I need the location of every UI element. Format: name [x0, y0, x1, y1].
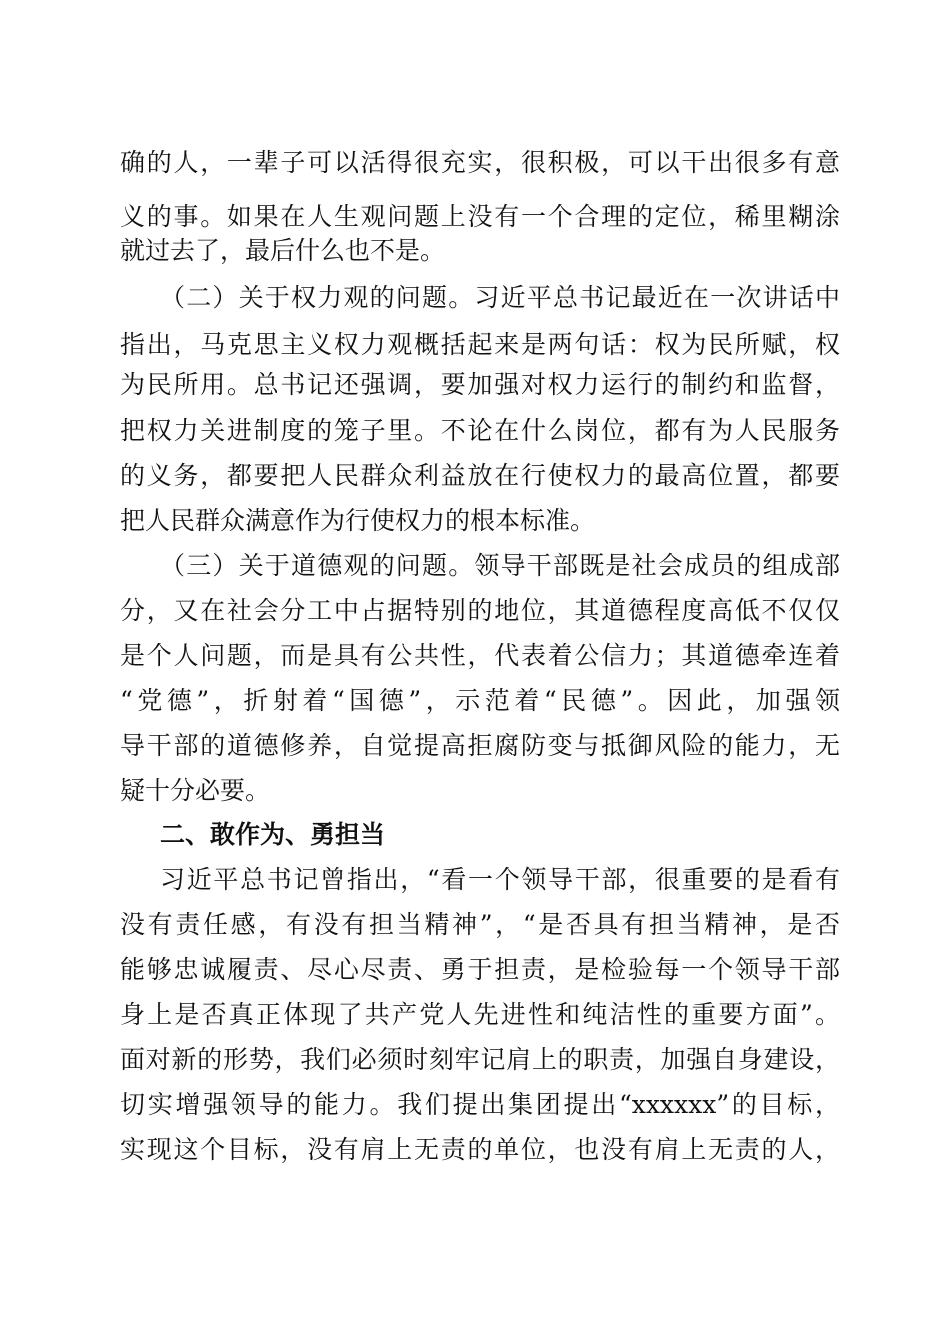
section-heading: 二、敢作为、勇担当 — [160, 820, 386, 849]
paragraph-4-line-1: 习近平总书记曾指出，“看一个领导干部，很重要的是看有 — [160, 865, 840, 894]
paragraph-3-line-4: “党德”，折射着“国德”，示范着“民德”。因此，加强领 — [120, 686, 840, 715]
paragraph-2-line-6: 把人民群众满意作为行使权力的根本标准。 — [120, 506, 596, 535]
paragraph-1-line-2: 义的事。如果在人生观问题上没有一个合理的定位，稀里糊涂 — [120, 202, 840, 231]
paragraph-2-line-5: 的义务，都要把人民群众利益放在行使权力的最高位置，都要 — [120, 461, 840, 490]
paragraph-1-line-1: 确的人，一辈子可以活得很充实，很积极，可以干出很多有意 — [120, 148, 840, 177]
paragraph-4-line-2: 没有责任感，有没有担当精神”，“是否具有担当精神，是否 — [120, 910, 840, 939]
paragraph-3-line-5: 导干部的道德修养，自觉提高拒腐防变与抵御风险的能力，无 — [120, 731, 840, 760]
paragraph-4-line-4: 身上是否真正体现了共产党人先进性和纯洁性的重要方面”。 — [120, 1000, 840, 1029]
paragraph-2-line-3: 为民所用。总书记还强调，要加强对权力运行的制约和监督， — [120, 370, 840, 399]
paragraph-2-line-2: 指出，马克思主义权力观概括起来是两句话：权为民所赋，权 — [120, 330, 840, 359]
paragraph-3-line-2: 分，又在社会分工中占据特别的地位，其道德程度高低不仅仅 — [120, 596, 840, 625]
paragraph-2-line-4: 把权力关进制度的笼子里。不论在什么岗位，都有为人民服务 — [120, 416, 840, 445]
paragraph-4-line-5: 面对新的形势，我们必须时刻牢记肩上的职责，加强自身建设， — [120, 1045, 840, 1074]
paragraph-4-line-7: 实现这个目标，没有肩上无责的单位，也没有肩上无责的人， — [120, 1135, 840, 1164]
paragraph-3-line-1: （三）关于道德观的问题。领导干部既是社会成员的组成部 — [160, 551, 840, 580]
paragraph-4-line-6: 切实增强领导的能力。我们提出集团提出“xxxxxx”的目标， — [120, 1090, 840, 1119]
paragraph-1-line-3: 就过去了，最后什么也不是。 — [120, 236, 446, 265]
paragraph-2-line-1: （二）关于权力观的问题。习近平总书记最近在一次讲话中 — [160, 283, 840, 312]
paragraph-3-line-6: 疑十分必要。 — [120, 776, 271, 805]
paragraph-3-line-3: 是个人问题，而是具有公共性，代表着公信力；其道德牵连着 — [120, 641, 840, 670]
paragraph-4-line-3: 能够忠诚履责、尽心尽责、勇于担责，是检验每一个领导干部 — [120, 955, 840, 984]
